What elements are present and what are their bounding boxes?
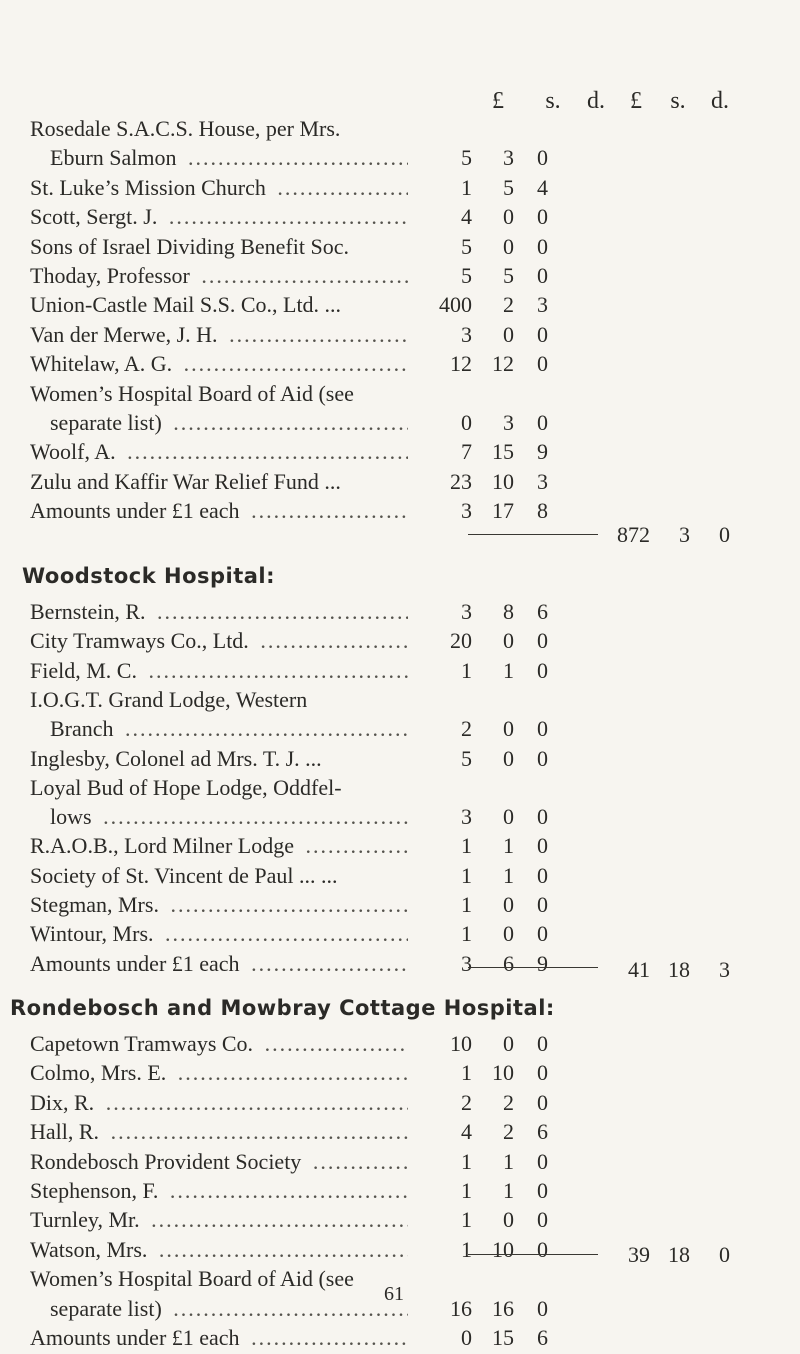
pence-value: 0 [537,263,548,288]
ledger-row [0,919,800,949]
pounds-value: 12 [450,351,472,377]
pounds-value: 1 [461,892,472,917]
pence-value: 9 [537,439,548,465]
pence-value: 0 [537,1295,548,1321]
shillings-value: 16 [492,1295,514,1321]
shillings-value: 5 [503,263,514,288]
ledger-row [0,773,800,803]
pounds-value: 2 [461,1089,472,1115]
pence-value: 0 [537,351,548,377]
pence-value: 8 [537,498,548,524]
entry-label: Capetown Tramways Co. [30,1031,257,1056]
entry-label: separate list) [50,410,166,435]
pounds-value: 16 [450,1295,472,1321]
entry-label: R.A.O.B., Lord Milner Lodge [30,833,298,858]
shillings-value: 0 [503,321,514,347]
entry-label: Zulu and Kaffir War Relief Fund ... [30,469,345,494]
ledger-row [0,467,800,497]
pence-value: 0 [537,1031,548,1056]
pence-header: d. [587,88,605,114]
total-pounds-header: £ [630,88,642,114]
pence-value: 0 [537,1236,548,1262]
pounds-value: 5 [461,745,472,771]
pence-value: 6 [537,599,548,624]
block-total-row [0,1240,800,1270]
entry-label: Amounts under £1 each [30,498,244,523]
ledger-row [0,626,800,656]
pounds-value: 0 [461,1325,472,1350]
total-shillings: 3 [679,522,690,547]
shillings-value: 17 [492,498,514,524]
pounds-value: 1 [461,1060,472,1086]
entry-label: Amounts under £1 each [30,1325,244,1350]
ledger-row [0,714,800,744]
section-title: Woodstock Hospital: [22,564,276,588]
entry-label: Eburn Salmon [50,145,181,170]
shillings-value: 8 [503,599,514,624]
ledger-row [0,437,800,467]
pence-value: 0 [537,804,548,830]
shillings-value: 0 [503,233,514,259]
ledger-row [0,408,800,438]
entry-label: Branch [50,716,118,741]
shillings-value: 6 [503,950,514,976]
entry-label: Women’s Hospital Board of Aid (see [30,1266,358,1291]
pence-value: 0 [537,862,548,888]
ledger-row [0,1176,800,1206]
shillings-value: 1 [503,657,514,683]
total-shillings-header: s. [670,88,686,114]
pounds-value: 1 [461,657,472,683]
pounds-value: 1 [461,1207,472,1233]
pence-value: 3 [537,292,548,318]
pounds-value: 1 [461,174,472,200]
ledger-row [0,349,800,379]
pounds-value: 5 [461,233,472,259]
entry-label: Sons of Israel Dividing Benefit Soc. [30,234,353,259]
page-number: 61 [384,1283,404,1305]
block-total-row [0,955,800,985]
total-pence: 3 [719,957,730,982]
pence-value: 0 [537,1148,548,1174]
total-pence-header: d. [711,88,729,114]
shillings-value: 10 [492,468,514,494]
shillings-value: 2 [503,1089,514,1115]
total-pounds: 872 [617,522,650,547]
entry-label: Van der Merwe, J. H. [30,322,222,347]
entry-label: Rondebosch Provident Society [30,1149,305,1174]
entry-label: St. Luke’s Mission Church [30,175,270,200]
entry-label: Stegman, Mrs. [30,892,163,917]
ledger-row [0,831,800,861]
pence-value: 0 [537,833,548,859]
ledger-row [0,1058,800,1088]
entry-label: lows [50,804,96,829]
ledger-row [0,173,800,203]
total-pounds: 41 [628,957,650,982]
shillings-value: 2 [503,1119,514,1145]
ledger-row [0,261,800,291]
pence-value: 6 [537,1325,548,1350]
ledger-row [0,290,800,320]
ledger-row [0,202,800,232]
ledger-row [0,1088,800,1118]
entry-label: Stephenson, F. [30,1178,162,1203]
shillings-value: 0 [503,804,514,830]
shillings-value: 0 [503,1207,514,1233]
ledger-row [0,320,800,350]
pounds-value: 4 [461,1119,472,1145]
shillings-value: 0 [503,892,514,917]
pounds-value: 23 [450,468,472,494]
pounds-value: 2 [461,716,472,742]
entry-label: Woolf, A. [30,439,120,464]
entry-label: Whitelaw, A. G. [30,351,176,376]
entry-label: Women’s Hospital Board of Aid (see [30,381,358,406]
entry-label: Turnley, Mr. [30,1207,144,1232]
pounds-value: 3 [461,804,472,830]
pounds-value: 3 [461,950,472,976]
total-pounds: 39 [628,1242,650,1267]
shillings-value: 1 [503,862,514,888]
shillings-value: 1 [503,1178,514,1203]
shillings-value: 12 [492,351,514,377]
pounds-value: 10 [450,1031,472,1056]
shillings-value: 0 [503,1031,514,1056]
ledger-row [0,1117,800,1147]
shillings-value: 0 [503,745,514,771]
pence-value: 4 [537,174,548,200]
pence-value: 0 [537,321,548,347]
entry-label: Scott, Sergt. J. [30,204,161,229]
entry-label: Dix, R. [30,1090,98,1115]
pence-value: 3 [537,468,548,494]
pounds-value: 1 [461,833,472,859]
entry-label: separate list) [50,1296,166,1321]
pence-value: 0 [537,1207,548,1233]
shillings-value: 1 [503,833,514,859]
pounds-value: 5 [461,263,472,288]
pence-value: 0 [537,145,548,171]
entry-label: Rosedale S.A.C.S. House, per Mrs. [30,116,344,141]
pounds-value: 1 [461,1178,472,1203]
pounds-value: 7 [461,439,472,465]
entry-label: Inglesby, Colonel ad Mrs. T. J. ... [30,746,326,771]
pounds-value: 3 [461,599,472,624]
pounds-value: 1 [461,862,472,888]
shillings-value: 10 [492,1236,514,1262]
pence-value: 0 [537,1060,548,1086]
ledger-row [0,685,800,715]
entry-label: City Tramways Co., Ltd. [30,628,253,653]
pence-value: 0 [537,204,548,230]
shillings-value: 15 [492,439,514,465]
pence-value: 0 [537,1089,548,1115]
pounds-header: £ [492,88,504,114]
ledger-row [0,1029,800,1059]
entry-label: Union-Castle Mail S.S. Co., Ltd. ... [30,292,345,317]
ledger-row [0,744,800,774]
shillings-value: 5 [503,174,514,200]
pence-value: 0 [537,657,548,683]
pence-value: 0 [537,921,548,947]
entry-label: Watson, Mrs. [30,1237,151,1262]
ledger-row [0,379,800,409]
entry-label: I.O.G.T. Grand Lodge, Western [30,687,311,712]
shillings-value: 3 [503,410,514,435]
ledger-row [0,1147,800,1177]
entry-label: Bernstein, R. [30,599,150,624]
ledger-row [0,1323,800,1353]
shillings-value: 0 [503,716,514,742]
pounds-value: 1 [461,1148,472,1174]
entry-label: Field, M. C. [30,658,141,683]
block-total-row [0,520,800,550]
entry-label: Thoday, Professor [30,263,194,288]
pounds-value: 1 [461,1236,472,1262]
total-pence: 0 [719,522,730,547]
pounds-value: 4 [461,204,472,230]
total-pence: 0 [719,1242,730,1267]
shillings-value: 15 [492,1325,514,1350]
entry-label: Hall, R. [30,1119,103,1144]
pence-value: 0 [537,716,548,742]
pounds-value: 1 [461,921,472,947]
total-shillings: 18 [668,957,690,982]
pounds-value: 400 [439,292,472,318]
ledger-row [0,890,800,920]
shillings-value: 0 [503,204,514,230]
pence-value: 0 [537,892,548,917]
entry-label: Society of St. Vincent de Paul ... ... [30,863,341,888]
pence-value: 0 [537,1178,548,1203]
pence-value: 0 [537,233,548,259]
ledger-row [0,232,800,262]
shillings-value: 2 [503,292,514,318]
ledger-row [0,597,800,627]
entry-label: Wintour, Mrs. [30,921,158,946]
shillings-value: 1 [503,1148,514,1174]
pence-value: 6 [537,1119,548,1145]
ledger-row [0,143,800,173]
pounds-value: 5 [461,145,472,171]
ledger-row [0,802,800,832]
ledger-row [0,861,800,891]
pounds-value: 3 [461,321,472,347]
entry-label: Colmo, Mrs. E. [30,1060,170,1085]
shillings-header: s. [545,88,561,114]
pence-value: 9 [537,950,548,976]
pence-value: 0 [537,628,548,654]
entry-label: Amounts under £1 each [30,951,244,976]
pence-value: 0 [537,410,548,435]
pounds-value: 3 [461,498,472,524]
ledger-row [0,1205,800,1235]
shillings-value: 10 [492,1060,514,1086]
section-title: Rondebosch and Mowbray Cottage Hospital: [10,996,555,1020]
entry-label: Loyal Bud of Hope Lodge, Oddfel- [30,775,346,800]
ledger-row [0,114,800,144]
shillings-value: 0 [503,628,514,654]
total-shillings: 18 [668,1242,690,1267]
ledger-row [0,656,800,686]
shillings-value: 3 [503,145,514,171]
pence-value: 0 [537,745,548,771]
shillings-value: 0 [503,921,514,947]
pounds-value: 0 [461,410,472,435]
pounds-value: 20 [450,628,472,654]
